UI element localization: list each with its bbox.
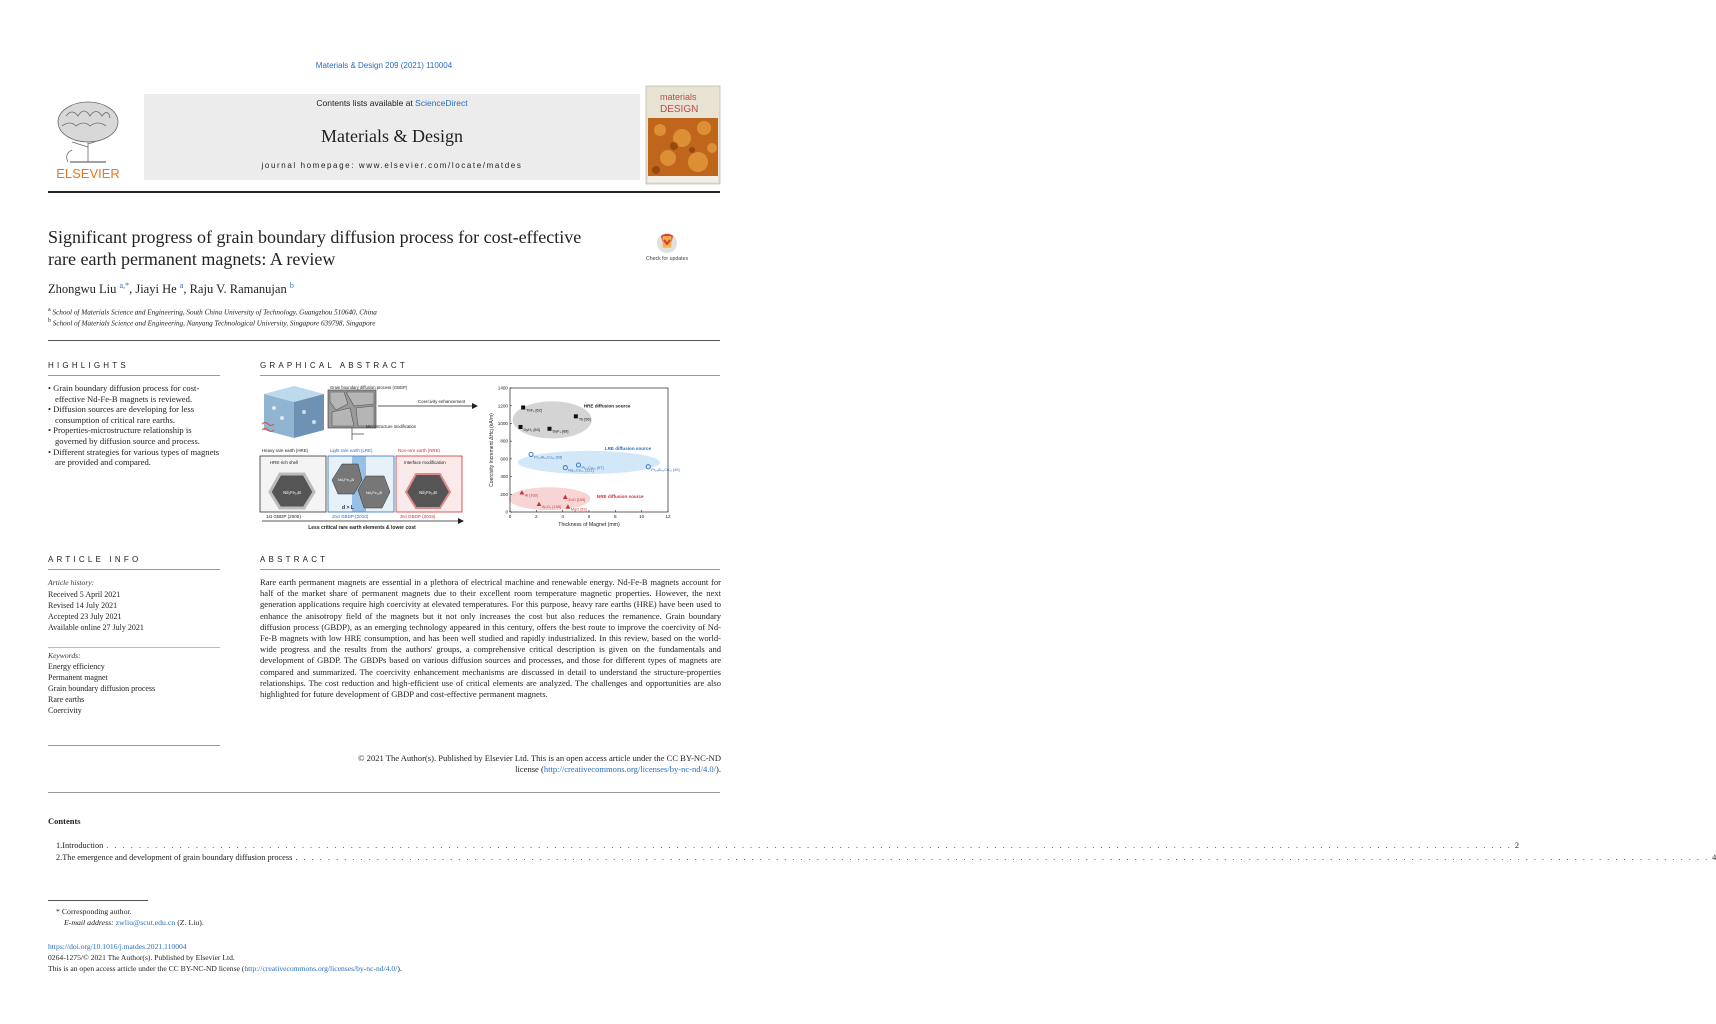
license-line: license (http://creativecommons.org/licenses/by-nc-nd/4.0/). [515,764,721,775]
y-tick-label: 400 [500,474,508,480]
copyright-line: © 2021 The Author(s). Published by Elsevier Ltd. This is an open access article under the CC BY-NC-ND [358,753,721,763]
ga-hre-label: Heavy rare earth (HRE) [262,448,309,453]
coercivity-scatter-chart [489,386,680,528]
x-tick-label: 2 [535,514,538,519]
y-tick-label: 1400 [497,385,508,391]
author-affil-marker: b [289,281,294,290]
elsevier-logo[interactable] [48,92,128,182]
x-tick-label: 12 [665,514,671,519]
group-name-label: NRE diffusion source [596,493,644,499]
group-name-label: LRE diffusion source [604,446,652,451]
data-point-label: Pr₆₈Al₁₂Cu₂₀ [45] [651,467,680,472]
article-history-label: Article history: [48,578,95,587]
journal-title: Materials & Design [321,126,463,146]
toc-number: 1. [56,841,63,850]
data-point-label: Pr₇₀Cu₃₀ [97] [581,466,604,471]
y-tick-label: 200 [500,491,508,497]
highlights-heading: HIGHLIGHTS [48,361,129,370]
data-point [574,414,578,418]
toc-page: 2 [1514,841,1520,850]
data-point-label: Nd₇₀Ce₃₀ [121] [568,468,594,473]
y-tick-label: 1200 [497,403,508,409]
ga-micro-label: Microstructure modification [366,424,417,429]
x-tick-label: 8 [614,514,617,519]
graphical-abstract-figure[interactable] [258,384,720,534]
open-access-line: This is an open access article under the CC BY-NC-ND license (http://creativecommons.org/licenses/by-nc-nd/4.0/). [48,964,402,973]
abstract-heading: ABSTRACT [260,555,329,564]
history-revised: Revised 14 July 2021 [48,601,118,610]
abstract-rule [260,569,720,570]
check-updates-label: Check for updates [645,256,689,262]
graphical-abstract-heading: GRAPHICAL ABSTRACT [260,361,408,370]
article-info-heading: ARTICLE INFO [48,555,142,564]
journal-homepage-link[interactable]: www.elsevier.com/locate/matdes [358,161,523,170]
y-tick-label: 1000 [497,421,508,427]
y-tick-label: 600 [500,456,508,462]
data-point-label: ZnO [159] [568,497,586,502]
keywords-divider [48,647,220,648]
ga-bottom-label: Less critical rare earth elements & lower cost [308,525,416,531]
x-tick-label: 0 [508,514,512,519]
data-point-label: Al₂O₃ [138] [541,505,561,510]
keyword[interactable]: Energy efficiency [48,662,105,671]
toc-title[interactable]: The emergence and development of grain boundary diffusion process [62,853,293,862]
x-tick-label: 4 [561,514,564,519]
ga-nre-label: Non-rare earth (NRE) [398,448,440,453]
gbdp-schematic [260,385,478,531]
ga-gbdp-label: Grain boundary diffusion process (GBDP) [330,385,408,390]
journal-reference[interactable]: Materials & Design 209 (2021) 110004 [315,61,453,70]
article-info-bottom-rule [48,745,220,746]
highlights-rule [48,375,220,376]
elsevier-wordmark: ELSEVIER [56,166,120,181]
graphical-abstract-rule [260,375,720,376]
section-divider [48,340,720,341]
keyword[interactable]: Rare earths [48,695,85,704]
footnote-rule [48,900,148,901]
group-name-label: HRE diffusion source [583,403,631,409]
author-email-link[interactable]: zwliu@scut.edu.cn [115,918,176,927]
data-point-label: TbF₃ [62] [526,408,542,413]
y-tick-label: 0 [505,509,508,515]
x-tick-label: 10 [639,514,645,519]
abstract-copyright [260,753,721,775]
history-received: Received 5 April 2021 [48,590,121,599]
toc-number: 2. [56,853,63,862]
email-note: E-mail address: zwliu@scut.edu.cn (Z. Liu). [64,918,204,927]
ga-d-label: d > L [342,505,354,511]
x-axis-label: Thickness of Magnet (mm) [558,522,620,528]
author-name[interactable]: Jiayi He [135,282,177,297]
history-online: Available online 27 July 2021 [48,623,144,632]
toc-entry[interactable] [56,853,1716,862]
author-name[interactable]: Raju V. Ramanujan [189,282,287,297]
ga-gen3-label: 3rd GBDP (2015) [400,514,436,519]
toc-leader: . . . . . . . . . . . . . . . . . . . . . . . . . . . . . . . . . . . . . . . . . . . . . . . . . . . . . . . . . . . . . . . . . . . . . . . . . . . . . . . . . . . . . . . . . . . . . . . . . . . . . . . . . . . . . . . . . . . . . . . . . . . . . . . . . . . . . . . . . . . . . . . . . . . . . . . . . . . . . . . . . . . . . . . . . . . . . [106,841,1512,850]
sciencedirect-link[interactable]: ScienceDirect [415,98,468,108]
oa-license-link[interactable]: http://creativecommons.org/licenses/by-nc-nd/4.0/ [244,964,398,973]
doi-link[interactable]: https://doi.org/10.1016/j.matdes.2021.110004 [48,942,187,951]
journal-cover-thumbnail[interactable] [646,86,720,184]
abstract-body: Rare earth permanent magnets are essential in a plethora of electrical machine and renewable energy. Nd-Fe-B magnets account for half of the market share of permanent magnets due to their excellent room temperature magnetic properties. However, the next generation applications require high coercivity at elevated temperatures. For this purpose, heavy rare earths (HRE) have been used to enhance the anisotropy field of the magnets but it not only increases the cost but also reduces the remanence. Grain boundary diffusion process (GBDP), as an emerging technology appeared in this century, offers the best route to improve the coercivity of Nd-Fe-B magnets with low HRE consumption, and has been well studied and rapidly industrialized. In this review, based on the world-wide progress and the results from the authors' groups, a comprehensive critical description is given on the fundamentals and development of GBDP. The GBDPs based on various diffusion sources and processes, and those for different types of magnets are compared and summarized. The coercivity enhancement mechanisms are discussed in detail to understand the structure-properties relationships. The cost reduction and high-efficient use of critical elements are analyzed. The challenges and opportunities are also highlighted for future development of GBDP and cost-effective permanent magnets. [260,577,721,700]
contents-availability: Contents lists available at ScienceDirect [316,98,468,108]
toc-title[interactable]: Introduction [62,841,104,850]
data-point [548,427,552,431]
y-axis-label: Coercivity Increment ΔHcj (kA/m) [489,413,495,487]
article-info-rule [48,569,220,570]
cover-title-line1: materials [660,92,697,102]
keyword[interactable]: Coercivity [48,706,82,715]
toc-entry[interactable] [56,841,1520,850]
ga-lre-label: Light rare earth (LRE) [330,448,373,453]
issn-line: 0264-1275/© 2021 The Author(s). Published by Elsevier Ltd. [48,953,235,962]
data-point-label: Pr₇₀Al₁₅Cu₁₅ [93] [534,455,562,460]
data-point [519,425,523,429]
keyword[interactable]: Grain boundary diffusion process [48,684,156,693]
affiliation-b: $^b$ School of Materials Science and Engineering, Nanyang Technological University, Singapore 639798, Singapore [48,318,376,328]
ga-grain-label: Nd₂Fe₁₄B [365,491,383,495]
keywords-label: Keywords: [48,651,81,660]
author-list: Zhongwu Liu $^{a,*}$, Jiayi He $^a$, Raju V. Ramanujan $^b$ [48,281,294,297]
toc-page: 4 [1712,853,1716,862]
ga-grain-label: Nd₂Fe₁₄B [283,490,301,495]
ga-grain-label: Nd₂Fe₁₄B [337,478,355,482]
data-point-label: MgO [53] [570,507,587,512]
license-link[interactable]: http://creativecommons.org/licenses/by-nc-nd/4.0/ [543,764,717,775]
author-affil-marker: a, [119,281,126,290]
data-point-label: Al [163] [524,493,538,498]
author-name[interactable]: Zhongwu Liu [48,282,117,297]
ga-gen1-label: 1st GBDP (2005) [266,514,301,519]
header-band [144,94,640,180]
data-point-label: DyH₂ [63] [523,427,540,432]
highlight-item: • Different strategies for various types of magnets are provided and compared. [48,447,220,468]
toc-leader: . . . . . . . . . . . . . . . . . . . . . . . . . . . . . . . . . . . . . . . . . . . . . . . . . . . . . . . . . . . . . . . . . . . . . . . . . . . . . . . . . . . . . . . . . . . . . . . . . . . . . . . . . . . . . . . . . . . . . . . . . . . . . . . . . . . . . . . . . . . . . . . . . . . . . . . . . . . . . . . . . . . . . . . . . . . . . . [295,853,1710,862]
highlights-list [48,383,220,468]
ga-interface-label: Interface modification [404,460,446,465]
highlight-item: • Diffusion sources are developing for less consumption of critical rare earths. [48,404,220,425]
contents-rule [48,792,720,793]
corresponding-marker[interactable]: * [125,281,130,290]
data-point-label: Tb [56] [578,417,591,422]
x-tick-label: 6 [587,514,591,519]
masthead-rule [48,191,720,193]
affiliation-a: $^a$ School of Materials Science and Engineering, South China University of Technology, Guangzhou 510640, China [48,307,377,317]
ga-grain-label: Nd₂Fe₁₄B [419,490,437,495]
ga-coercivity-label: Coercivity enhancement [418,399,466,404]
highlight-item: • Properties-microstructure relationship is governed by diffusion source and process. [48,425,220,446]
data-point [521,405,525,409]
journal-homepage: journal homepage: www.elsevier.com/locate/matdes [261,161,523,170]
ga-gen2-label: 2nd GBDP (2010) [332,514,369,519]
contents-heading: Contents [48,816,81,826]
check-for-updates-badge[interactable] [645,230,689,268]
masthead [48,86,720,188]
highlight-item: • Grain boundary diffusion process for cost-effective Nd-Fe-B magnets is reviewed. [48,383,220,404]
keyword[interactable]: Permanent magnet [48,673,108,682]
article-title: Significant progress of grain boundary diffusion process for cost-effective rare earth permanent magnets: A review [48,227,582,269]
data-point-label: DyF₃ [88] [552,429,569,434]
y-tick-label: 800 [500,438,508,444]
history-accepted: Accepted 23 July 2021 [48,612,122,621]
corresponding-author-note: * Corresponding author. [56,907,132,916]
ga-shell-label: HRE-rich shell [270,460,299,465]
cover-title-line2: DESIGN [660,104,699,115]
author-affil-marker: a [179,281,184,290]
